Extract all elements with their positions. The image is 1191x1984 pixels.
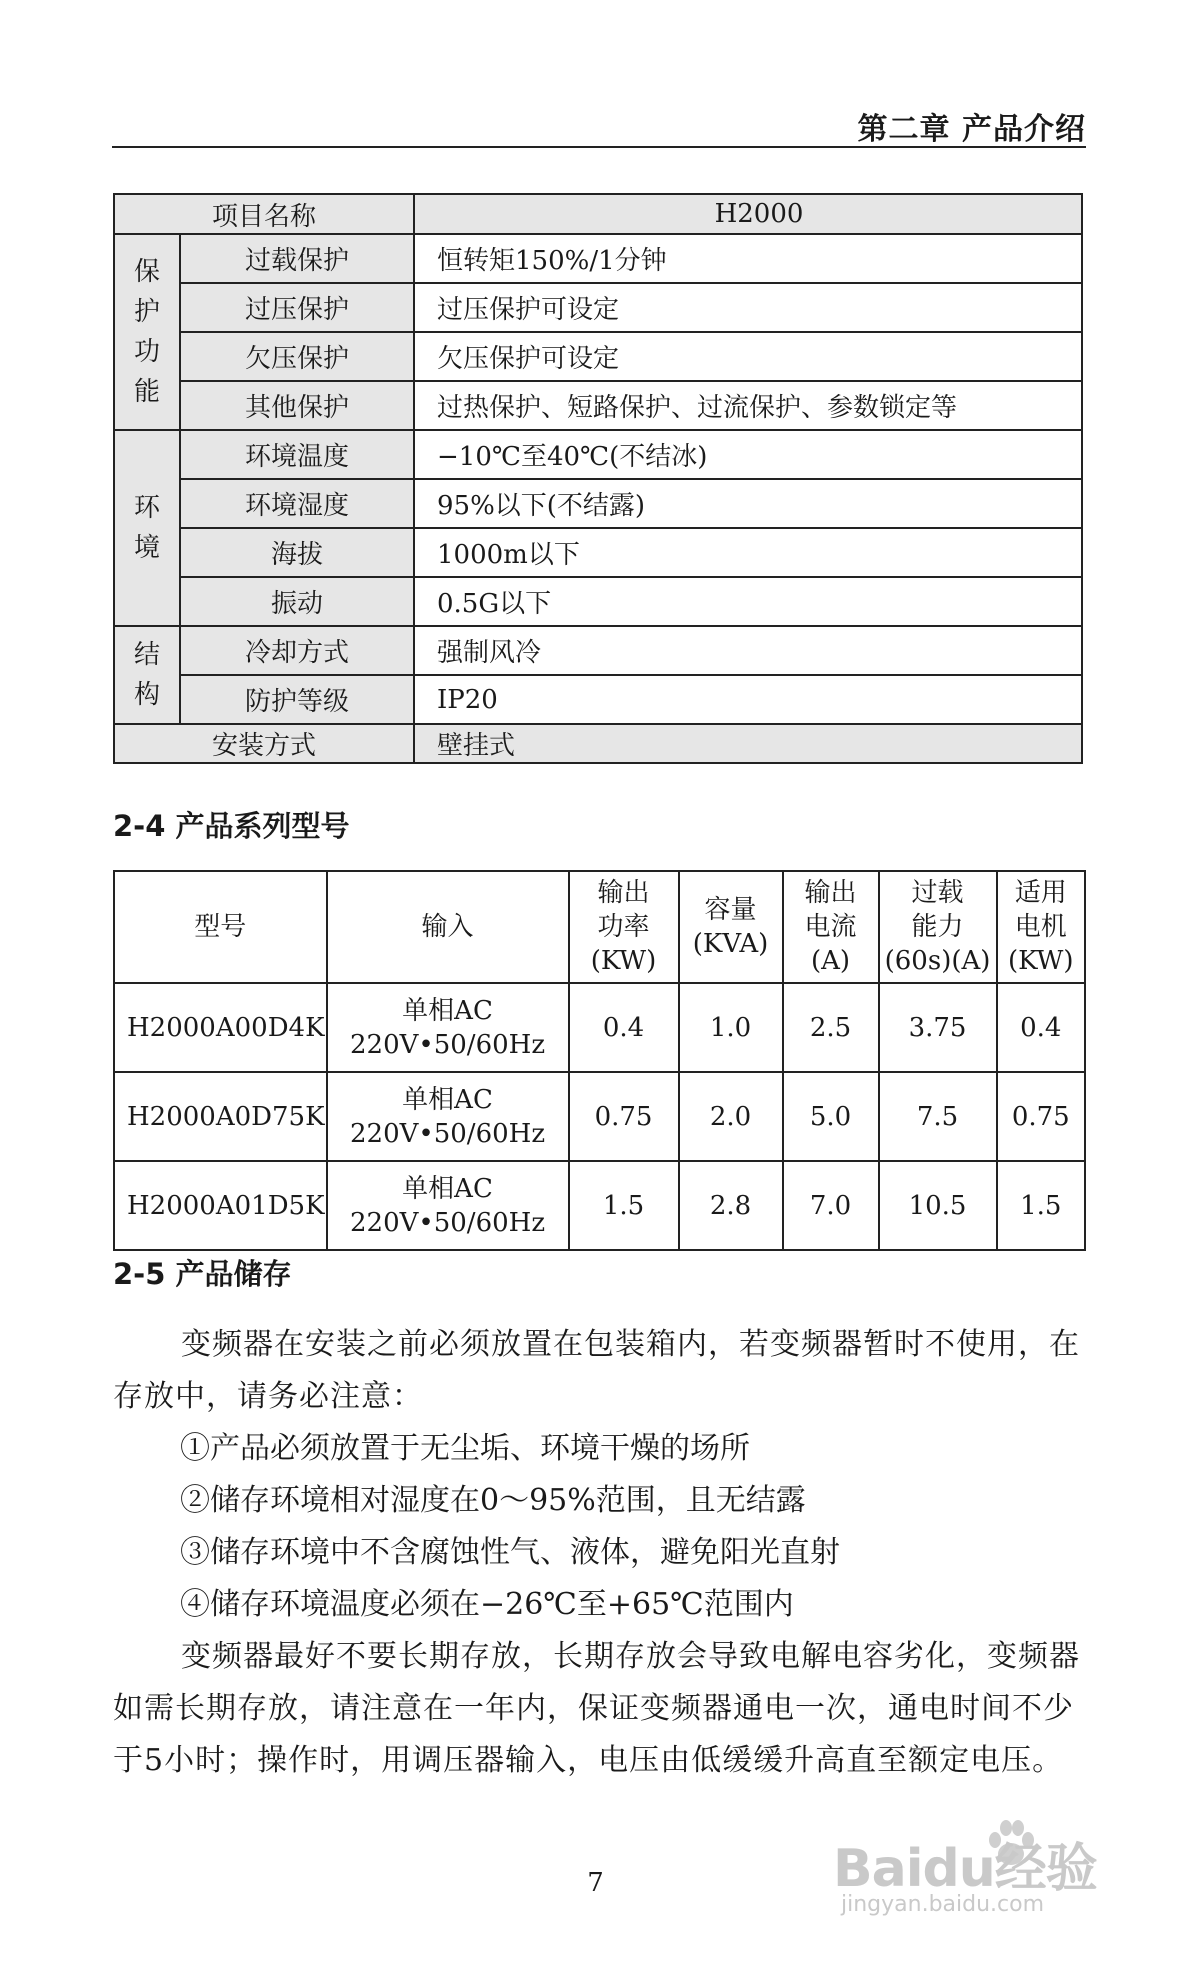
spec-value: IP20 — [414, 675, 1082, 724]
spec-row — [114, 430, 1082, 479]
spec-group-label: 保护功能 — [114, 234, 180, 430]
capacity-cell: 2.0 — [679, 1072, 783, 1161]
motor-cell: 1.5 — [997, 1161, 1085, 1250]
spec-item: 振动 — [180, 577, 414, 626]
overload-cell: 7.5 — [879, 1072, 997, 1161]
power-cell: 0.4 — [569, 983, 679, 1072]
model-cell: H2000A01D5K — [114, 1161, 327, 1250]
current-cell: 5.0 — [783, 1072, 879, 1161]
spec-value: 壁挂式 — [414, 724, 1082, 763]
overload-cell: 10.5 — [879, 1161, 997, 1250]
model-table — [113, 870, 1086, 1251]
section-title-2-4: 2-4 产品系列型号 — [113, 809, 350, 843]
spec-row — [114, 332, 1082, 381]
page-number: 7 — [587, 1868, 604, 1898]
spec-item: 欠压保护 — [180, 332, 414, 381]
current-cell: 7.0 — [783, 1161, 879, 1250]
list-item: ③储存环境中不含腐蚀性气、液体，避免阳光直射 — [180, 1535, 840, 1570]
spec-item: 过压保护 — [180, 283, 414, 332]
capacity-cell: 2.8 — [679, 1161, 783, 1250]
spec-group-label: 结构 — [114, 626, 180, 724]
header-motor: 适用 电机 (KW) — [997, 871, 1085, 983]
input-cell: 单相AC 220V•50/60Hz — [327, 1161, 569, 1250]
spec-row — [114, 724, 1082, 763]
section-title-2-5: 2-5 产品储存 — [113, 1257, 292, 1291]
storage-intro-paragraph: 变频器在安装之前必须放置在包装箱内，若变频器暂时不使用，在存放中，请务必注意： — [113, 1327, 1080, 1414]
header-capacity: 容量 (KVA) — [679, 871, 783, 983]
spec-value: 强制风冷 — [414, 626, 1082, 675]
model-cell: H2000A0D75K — [114, 1072, 327, 1161]
spec-value: 过热保护、短路保护、过流保护、参数锁定等 — [414, 381, 1082, 430]
capacity-cell: 1.0 — [679, 983, 783, 1072]
list-item: ④储存环境温度必须在−26℃至+65℃范围内 — [180, 1587, 794, 1622]
spec-row — [114, 626, 1082, 675]
spec-item: 防护等级 — [180, 675, 414, 724]
spec-table — [113, 193, 1083, 764]
motor-cell: 0.4 — [997, 983, 1085, 1072]
current-cell: 2.5 — [783, 983, 879, 1072]
spec-row — [114, 479, 1082, 528]
header-input: 输入 — [327, 871, 569, 983]
spec-header-row — [114, 194, 1082, 234]
header-current: 输出 电流 (A) — [783, 871, 879, 983]
input-cell: 单相AC 220V•50/60Hz — [327, 1072, 569, 1161]
power-cell: 0.75 — [569, 1072, 679, 1161]
spec-group-label: 环境 — [114, 430, 180, 626]
watermark-brand: Baidu经验 — [833, 1839, 1097, 1899]
spec-row — [114, 577, 1082, 626]
model-row — [114, 1072, 1085, 1161]
model-header-row — [114, 871, 1085, 983]
model-row — [114, 1161, 1085, 1250]
motor-cell: 0.75 — [997, 1072, 1085, 1161]
model-row — [114, 983, 1085, 1072]
header-rule — [112, 146, 1086, 148]
spec-value: 欠压保护可设定 — [414, 332, 1082, 381]
header-model: 型号 — [114, 871, 327, 983]
watermark-url: jingyan.baidu.com — [841, 1892, 1045, 1917]
header-power: 输出 功率 (KW) — [569, 871, 679, 983]
input-cell: 单相AC 220V•50/60Hz — [327, 983, 569, 1072]
power-cell: 1.5 — [569, 1161, 679, 1250]
list-item: ①产品必须放置于无尘垢、环境干燥的场所 — [180, 1431, 750, 1466]
spec-item: 其他保护 — [180, 381, 414, 430]
baidu-watermark — [833, 1826, 1133, 1926]
spec-item: 海拔 — [180, 528, 414, 577]
spec-header-item: 项目名称 — [114, 194, 414, 234]
spec-value: 过压保护可设定 — [414, 283, 1082, 332]
spec-item: 冷却方式 — [180, 626, 414, 675]
chapter-title: 第二章 产品介绍 — [857, 112, 1086, 147]
spec-value: −10℃至40℃(不结冰) — [414, 430, 1082, 479]
spec-value: 95%以下(不结露) — [414, 479, 1082, 528]
spec-row — [114, 675, 1082, 724]
spec-header-value: H2000 — [414, 194, 1082, 234]
spec-row — [114, 283, 1082, 332]
spec-item: 环境湿度 — [180, 479, 414, 528]
spec-value: 1000m以下 — [414, 528, 1082, 577]
overload-cell: 3.75 — [879, 983, 997, 1072]
model-cell: H2000A00D4K — [114, 983, 327, 1072]
spec-item: 过载保护 — [180, 234, 414, 283]
header-overload: 过载 能力 (60s)(A) — [879, 871, 997, 983]
spec-row — [114, 234, 1082, 283]
spec-value: 恒转矩150%/1分钟 — [414, 234, 1082, 283]
spec-row — [114, 528, 1082, 577]
storage-conditions-list — [180, 1423, 840, 1631]
spec-item: 安装方式 — [114, 724, 414, 763]
spec-item: 环境温度 — [180, 430, 414, 479]
list-item: ②储存环境相对湿度在0～95%范围，且无结露 — [180, 1483, 806, 1518]
spec-value: 0.5G以下 — [414, 577, 1082, 626]
spec-row — [114, 381, 1082, 430]
storage-closing-paragraph: 变频器最好不要长期存放，长期存放会导致电解电容劣化，变频器如需长期存放，请注意在一年内，保证变频器通电一次，通电时间不少于5小时；操作时，用调压器输入，电压由低缓缓升高直至额定电压。 — [113, 1639, 1080, 1778]
